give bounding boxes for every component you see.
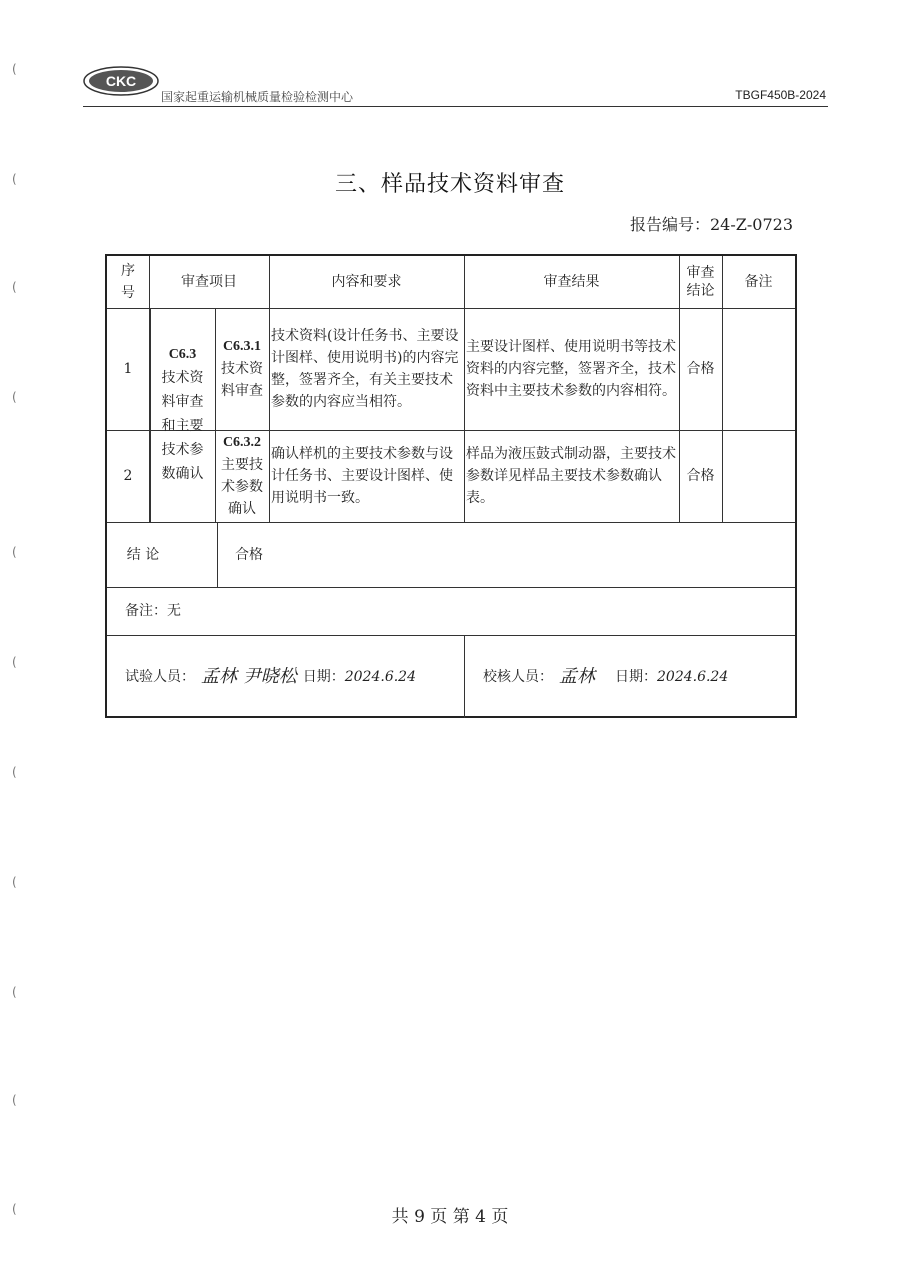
page-title: 三、样品技术资料审查 (334, 172, 565, 197)
reviewer-label: 校核人员： (483, 668, 553, 685)
page-footer: 共 9 页 第 4 页 (391, 1207, 509, 1227)
tester-date-label: 日期： (302, 668, 345, 685)
header-rule (83, 106, 828, 107)
tester-signatures: 孟林 尹晓松 (201, 665, 297, 687)
note: 备注：无 (125, 603, 181, 619)
group-name: 技术资料审查和主要技术参数确认 (161, 370, 204, 482)
reviewer-date-label: 日期： (615, 668, 657, 685)
scan-margin-marks: ( ( ( ( ( ( ( ( ( ( ( (12, 62, 17, 1216)
group-item (150, 308, 215, 522)
header-result: 审查结果 (543, 274, 600, 290)
row-2-sub-name: 主要技术参数确认 (221, 457, 263, 517)
row-1-content: 技术资料(设计任务书、主要设计图样、使用说明书)的内容完整，签署齐全，有关主要技术参数的内容应当相符。 (271, 328, 459, 410)
group-clause: C6.3 (168, 347, 197, 362)
row-rule (107, 522, 795, 523)
header-no: 序号 (121, 263, 135, 301)
tester-section (123, 635, 463, 718)
summary-label: 结 论 (126, 546, 160, 563)
row-1-conclusion: 合格 (686, 361, 715, 377)
review-table (105, 254, 797, 718)
row-2-sub-item (215, 430, 269, 522)
row-1-clause: C6.3.1 (222, 339, 262, 354)
header-remark: 备注 (744, 274, 773, 290)
row-2-result: 样品为液压鼓式制动器，主要技术参数详见样品主要技术参数确认表。 (466, 446, 676, 506)
row-2-no: 2 (123, 468, 133, 484)
row-1-result: 主要设计图样、使用说明书等技术资料的内容完整，签署齐全，技术资料中主要技术参数的内容相符。 (466, 339, 676, 399)
reviewer-section (481, 635, 793, 718)
reviewer-signature: 孟林 (559, 665, 595, 687)
col-rule (464, 635, 465, 718)
reviewer-date: 2024.6.24 (657, 668, 729, 685)
document-code: TBGF450B-2024 (735, 88, 826, 102)
organization-name: 国家起重运输机械质量检验检测中心 (161, 90, 354, 104)
row-1-sub-name: 技术资料审查 (221, 361, 263, 399)
ckc-logo-icon (83, 66, 159, 96)
row-1-sub-item (215, 308, 269, 430)
header-item: 审查项目 (181, 274, 237, 290)
row-2-content: 确认样机的主要技术参数与设计任务书、主要设计图样、使用说明书一致。 (271, 446, 453, 506)
header-conclusion: 审查结论 (686, 265, 715, 299)
row-2-conclusion: 合格 (686, 468, 715, 484)
summary-value: 合格 (235, 546, 263, 563)
svg-text:CKC: CKC (105, 73, 137, 89)
page-header (83, 62, 828, 108)
tester-label: 试验人员： (125, 668, 195, 685)
col-rule (217, 522, 218, 587)
row-2-clause: C6.3.2 (222, 435, 262, 450)
tester-date: 2024.6.24 (344, 668, 416, 685)
row-1-no: 1 (123, 361, 133, 377)
report-number: 报告编号：24-Z-0723 (629, 215, 793, 234)
header-content: 内容和要求 (331, 274, 402, 290)
